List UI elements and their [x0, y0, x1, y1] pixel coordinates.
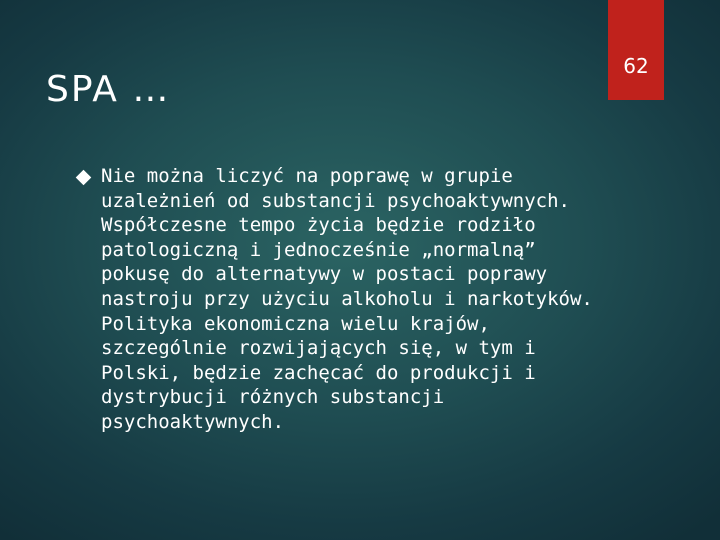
bullet-text: Nie można liczyć na poprawę w grupie uzależnień od substancji psychoaktywnych. Współczesne tempo życia będzie rodziło patologiczną i jednocześnie „normalną” pokusę do alternatywy w postaci poprawy nastroju przy użyciu alkoholu i narkotyków. Polityka ekonomiczna wielu krajów, szczególnie rozwijających się, w tym i Polski, będzie zachęcać do produkcji i dystrybucji różnych substancji psychoaktywnych.: [101, 165, 593, 433]
page-number-badge: [608, 0, 664, 100]
diamond-bullet-icon: [76, 170, 92, 186]
page-number: 62: [623, 54, 649, 78]
slide-title: SPA …: [46, 69, 171, 111]
